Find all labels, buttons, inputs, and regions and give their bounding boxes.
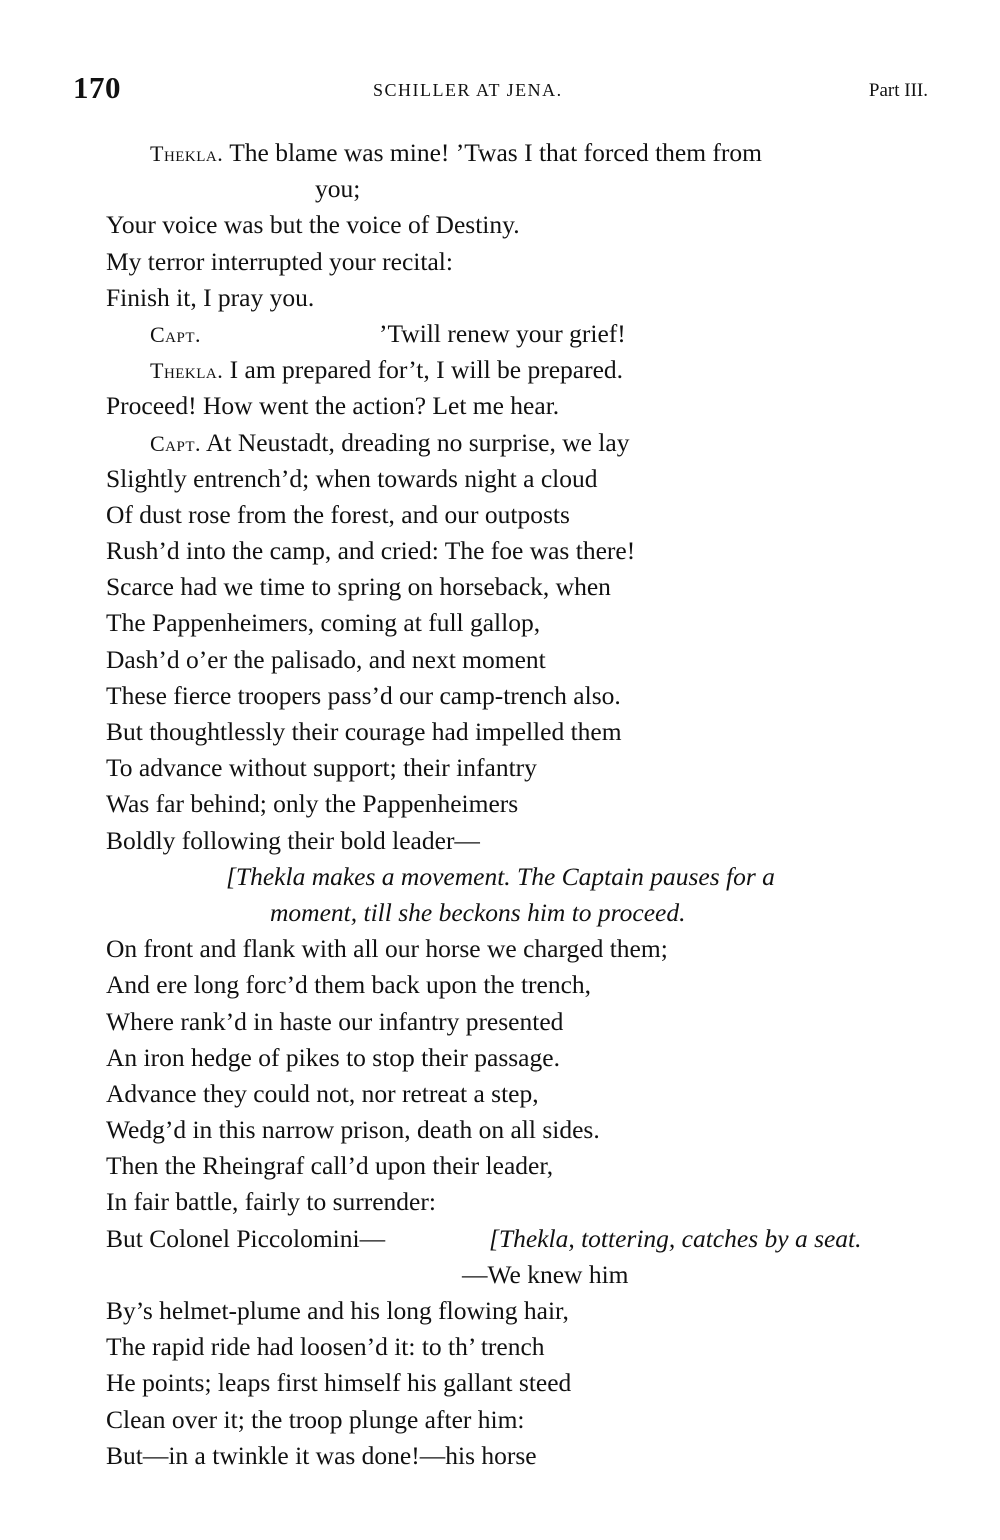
verse-text: Of dust rose from the forest, and our outposts — [106, 499, 570, 529]
verse-text: On front and flank with all our horse we charged them; — [106, 934, 668, 964]
verse-text: Then the Rheingraf call’d upon their leader, — [106, 1151, 554, 1181]
verse-text: The rapid ride had loosen’d it: to th’ trench — [106, 1332, 545, 1362]
verse-line — [106, 605, 928, 641]
verse-line — [106, 1257, 928, 1293]
verse-text: He points; leaps first himself his gallant steed — [106, 1368, 572, 1398]
verse-line — [106, 714, 928, 750]
verse-line — [106, 316, 928, 352]
running-title: SCHILLER AT JENA. — [373, 80, 563, 100]
verse-text: Was far behind; only the Pappenheimers — [106, 789, 519, 819]
verse-line — [106, 931, 928, 967]
verse-text: These fierce troopers pass’d our camp-trench also. — [106, 680, 621, 710]
page-number: 170 — [73, 70, 121, 105]
verse-line — [106, 1076, 928, 1112]
page-header — [73, 70, 928, 110]
stage-direction-text: moment, till she beckons him to proceed. — [270, 897, 686, 927]
verse-line — [106, 461, 928, 497]
play-text — [106, 135, 928, 1474]
verse-line — [106, 1293, 928, 1329]
stage-direction-text: [Thekla makes a movement. The Captain pauses for a — [226, 861, 775, 891]
verse-text: —We knew him — [462, 1259, 629, 1289]
verse-text: But—in a twinkle it was done!—his horse — [106, 1440, 537, 1470]
verse-text: you; — [315, 174, 361, 204]
verse-text: And ere long forc’d them back upon the trench, — [106, 970, 592, 1000]
verse-text: But thoughtlessly their courage had impelled them — [106, 717, 622, 746]
stage-direction — [106, 895, 928, 931]
verse-line — [106, 388, 928, 424]
verse-line — [106, 244, 928, 280]
verse-line — [106, 280, 928, 316]
verse-text: But Colonel Piccolomini— — [106, 1223, 386, 1253]
verse-text: Clean over it; the troop plunge after him: — [106, 1404, 525, 1434]
speaker-name: Thekla. — [150, 358, 224, 384]
verse-text: ’Twill renew your grief! — [379, 318, 626, 348]
verse-line — [106, 1221, 928, 1257]
verse-text: Where rank’d in haste our infantry presented — [106, 1006, 564, 1036]
verse-line — [106, 678, 928, 714]
verse-line — [106, 1329, 928, 1365]
verse-text: Boldly following their bold leader— — [106, 825, 480, 855]
verse-line — [106, 497, 928, 533]
verse-text: Rush’d into the camp, and cried: The foe was there! — [106, 536, 636, 566]
verse-text: I am prepared for’t, I will be prepared. — [229, 355, 624, 385]
verse-line — [106, 1365, 928, 1401]
verse-text: Finish it, I pray you. — [106, 282, 315, 312]
verse-line — [106, 786, 928, 822]
verse-text: The blame was mine! ’Twas I that forced them from — [229, 138, 762, 167]
verse-line — [106, 207, 928, 243]
verse-text: At Neustadt, dreading no surprise, we lay — [205, 427, 630, 457]
verse-text: In fair battle, fairly to surrender: — [106, 1187, 436, 1217]
verse-text: Your voice was but the voice of Destiny. — [106, 210, 520, 240]
verse-line — [106, 1040, 928, 1076]
stage-direction-inline: [Thekla, tottering, catches by a seat. — [489, 1223, 862, 1253]
verse-line — [106, 425, 928, 461]
verse-text: The Pappenheimers, coming at full gallop, — [106, 608, 541, 638]
verse-line — [106, 1148, 928, 1184]
speaker-name: Capt. — [150, 430, 202, 456]
verse-line — [106, 823, 928, 859]
verse-line — [106, 135, 928, 171]
verse-line — [106, 642, 928, 678]
verse-line — [106, 1004, 928, 1040]
stage-direction — [106, 859, 928, 895]
verse-text: To advance without support; their infantry — [106, 753, 537, 783]
verse-text: By’s helmet-plume and his long flowing hair, — [106, 1296, 569, 1325]
verse-text: Wedg’d in this narrow prison, death on all sides. — [106, 1115, 600, 1145]
part-label: Part III. — [868, 80, 928, 101]
verse-line — [106, 171, 928, 207]
verse-text: Slightly entrench’d; when towards night a cloud — [106, 463, 598, 493]
verse-line — [106, 352, 928, 388]
verse-text: Proceed! How went the action? Let me hear. — [106, 391, 560, 421]
verse-text: Advance they could not, nor retreat a step, — [106, 1078, 539, 1108]
verse-line — [106, 967, 928, 1003]
speaker-name: Capt. — [150, 321, 202, 347]
verse-text: My terror interrupted your recital: — [106, 246, 453, 276]
verse-text: An iron hedge of pikes to stop their passage. — [106, 1042, 560, 1072]
verse-line — [106, 1112, 928, 1148]
verse-text: Scarce had we time to spring on horseback, when — [106, 572, 611, 602]
verse-line — [106, 569, 928, 605]
verse-line — [106, 1184, 928, 1220]
verse-text: Dash’d o’er the palisado, and next moment — [106, 644, 546, 674]
speaker-name: Thekla. — [150, 141, 224, 166]
verse-line — [106, 750, 928, 786]
verse-line — [106, 1438, 928, 1474]
verse-line — [106, 533, 928, 569]
verse-line — [106, 1402, 928, 1438]
